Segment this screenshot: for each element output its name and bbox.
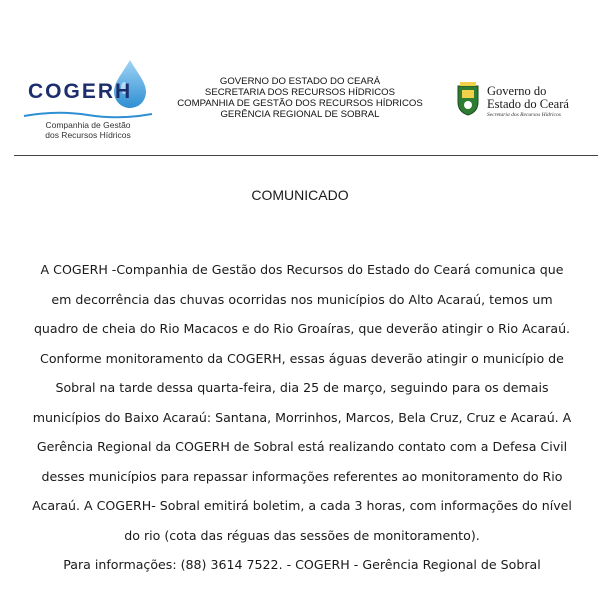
gov-line: GERÊNCIA REGIONAL DE SOBRAL <box>220 109 380 120</box>
body-line: do rio (cota das réguas das sessões de monitoramento). <box>124 527 480 543</box>
body-line: Acaraú. A COGERH- Sobral emitirá boletim, a cada 3 horas, com informações do nível <box>32 498 572 513</box>
body-line: Para informações: (88) 3614 7522. - COGERH - Gerência Regional de Sobral <box>63 557 541 572</box>
gov-line: SECRETARIA DOS RECURSOS HÍDRICOS <box>204 87 396 98</box>
state-crest-icon <box>455 82 481 116</box>
cogerh-subtitle <box>28 120 163 140</box>
body-line: A COGERH -Companhia de Gestão dos Recursos do Estado do Ceará comunica que <box>40 262 564 277</box>
header-divider <box>14 155 598 156</box>
body-line: municípios do Baixo Acaraú: Santana, Morrinhos, Marcos, Bela Cruz, Cruz e Acaraú. A <box>32 409 572 425</box>
wave-underline-icon <box>22 110 154 120</box>
body-line: desses municípios para repassar informações referentes ao monitoramento do Rio <box>41 468 563 484</box>
document-title: COMUNICADO <box>251 187 349 203</box>
government-heading <box>160 76 440 120</box>
cogerh-subtitle-line: Companhia de Gestão <box>45 120 131 130</box>
governo-ceara-logo <box>455 82 595 122</box>
cogerh-logo <box>22 58 157 146</box>
cogerh-wordmark: COGERH <box>28 80 133 103</box>
body-line: quadro de cheia do Rio Macacos e do Rio Groaíras, que deverão atingir o Rio Acaraú. <box>33 321 571 336</box>
secretaria-line: Secretaria dos Recursos Hídricos <box>487 112 561 118</box>
cogerh-subtitle-line: dos Recursos Hídricos <box>45 130 131 140</box>
estado-line: Estado do Ceará <box>487 97 569 111</box>
body-line: Conforme monitoramento da COGERH, essas águas deverão atingir o município de <box>40 350 564 366</box>
body-line: em decorrência das chuvas ocorridas nos municípios do Alto Acaraú, temos um <box>51 291 553 307</box>
governo-line: Governo do <box>487 84 547 98</box>
body-line: Sobral na tarde dessa quarta-feira, dia 25 de março, seguindo para os demais <box>55 380 549 395</box>
gov-line: COMPANHIA DE GESTÃO DOS RECURSOS HÍDRICOS <box>177 98 423 109</box>
document-body <box>22 255 582 580</box>
gov-line: GOVERNO DO ESTADO DO CEARÁ <box>219 76 381 87</box>
letterhead <box>0 0 600 160</box>
body-line: Gerência Regional da COGERH de Sobral está realizando contato com a Defesa Civil <box>36 439 568 454</box>
